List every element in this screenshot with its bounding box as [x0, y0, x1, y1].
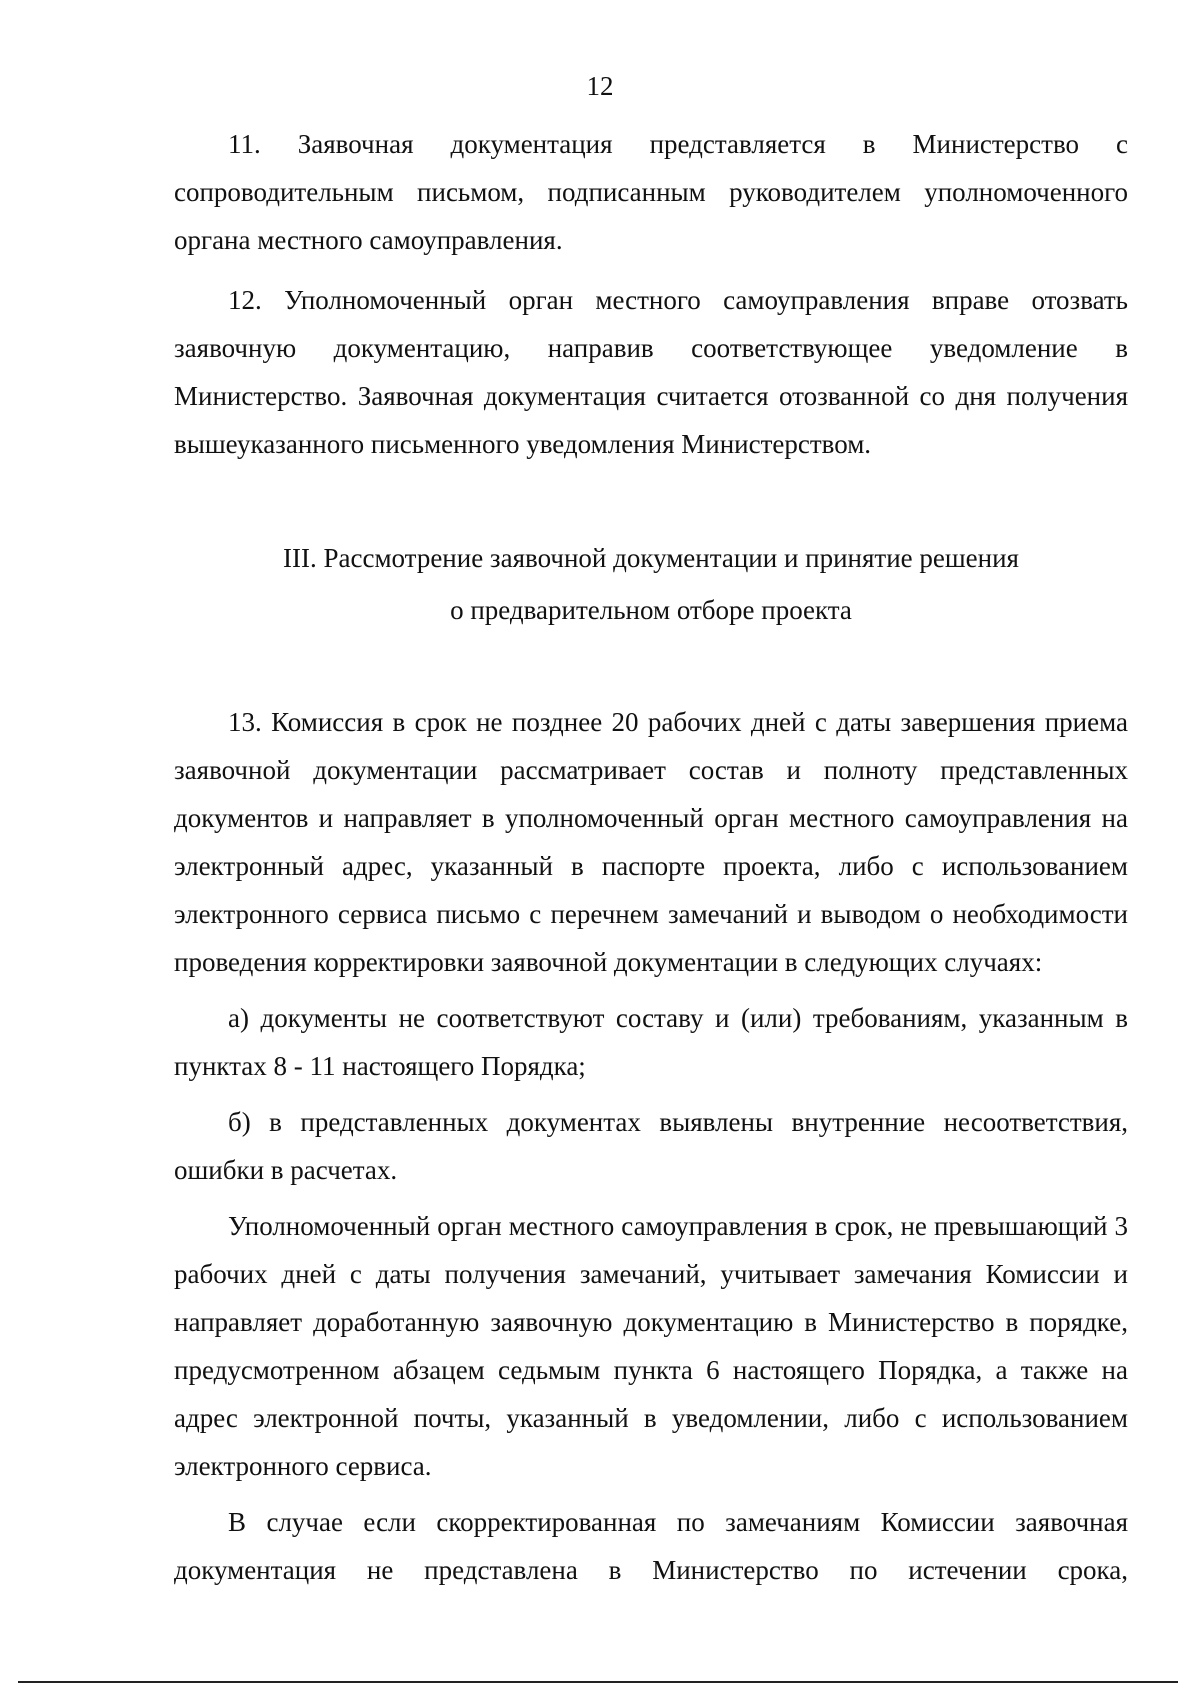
page-number: 12 [586, 71, 614, 101]
paragraph-11: 11. Заявочная документация представляется в Министерство с сопроводительным письмом, подписанным руководителем уполномоченного органа местного самоуправления. [174, 129, 1128, 255]
paragraph-13-item-a: а) документы не соответствуют составу и (или) требованиям, указанным в пунктах 8 - 11 настоящего Порядка; [174, 1003, 1128, 1081]
paragraph-13: 13. Комиссия в срок не позднее 20 рабочих дней с даты завершения приема заявочной документации рассматривает состав и полноту представленных документов и направляет в уполномоченный орган местного самоуправления на электронный адрес, указанный в паспорте проекта, либо с использованием электронного сервиса письмо с перечнем замечаний и выводом о необходимости проведения корректировки заявочной документации в следующих случаях: [174, 707, 1128, 977]
paragraph-not-submitted: В случае если скорректированная по замечаниям Комиссии заявочная документация не представлена в Министерство по истечении срока, [174, 1507, 1128, 1585]
section-heading-line-1: III. Рассмотрение заявочной документации и принятие решения [283, 543, 1019, 573]
paragraph-13-item-b: б) в представленных документах выявлены внутренние несоответствия, ошибки в расчетах. [174, 1107, 1128, 1185]
bottom-border-line [18, 1681, 1178, 1683]
document-body [174, 120, 1128, 1594]
paragraph-correction-deadline: Уполномоченный орган местного самоуправления в срок, не превышающий 3 рабочих дней с даты получения замечаний, учитывает замечания Комиссии и направляет доработанную заявочную документацию в Министерство в порядке, предусмотренном абзацем седьмым пункта 6 настоящего Порядка, а также на адрес электронной почты, указанный в уведомлении, либо с использованием электронного сервиса. [174, 1211, 1128, 1481]
section-heading-line-2: о предварительном отборе проекта [450, 595, 852, 625]
paragraph-12: 12. Уполномоченный орган местного самоуправления вправе отозвать заявочную документацию, направив соответствующее уведомление в Министерство. Заявочная документация считается отозванной со дня получения вышеуказанного письменного уведомления Министерством. [174, 285, 1128, 459]
section-heading [174, 532, 1128, 636]
